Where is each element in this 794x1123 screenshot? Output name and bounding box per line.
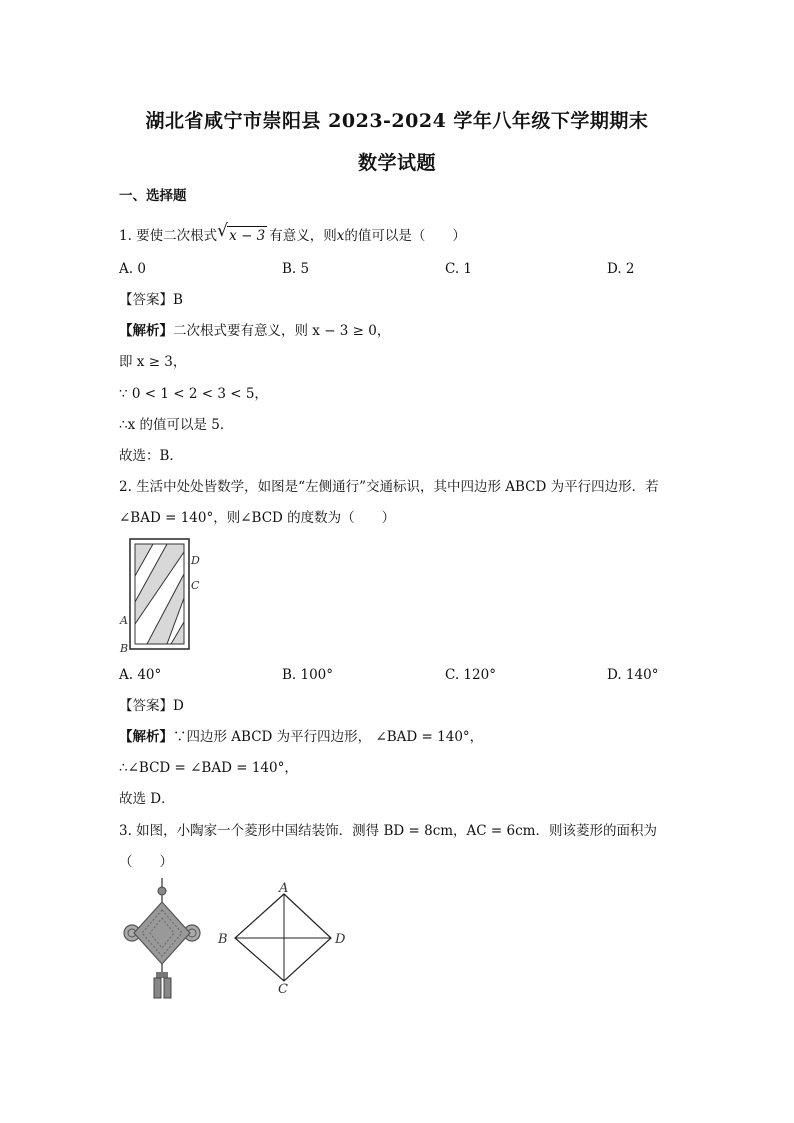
q1-radicand: x − 3 <box>229 228 266 244</box>
q1-analysis-label: 【解析】 <box>119 323 173 339</box>
q2-option-c: C. 120° <box>445 667 496 683</box>
q3-label-c: C <box>278 982 288 995</box>
q1-stem <box>119 221 466 245</box>
q1-text-after: 有意义，则 <box>269 228 337 244</box>
q1-text-end: 的值可以是（ ） <box>344 228 466 244</box>
q2-analysis-line2: ∴∠BCD = ∠BAD = 140°， <box>119 760 298 776</box>
q1-analysis-line1 <box>119 322 390 340</box>
exam-title-line2: 数学试题 <box>357 152 436 174</box>
q3-label-a: A <box>279 881 289 896</box>
q1-analysis-line2: 即 x ≥ 3， <box>119 354 187 370</box>
q2-label-d: D <box>191 554 200 567</box>
q3-stem-line2: （ ） <box>119 854 173 870</box>
exam-title-line1: 湖北省咸宁市崇阳县 2023-2024 学年八年级下学期期末 <box>145 110 649 132</box>
q2-stem-line2: ∠BAD = 140°，则∠BCD 的度数为（ ） <box>119 510 396 526</box>
q1-var: x <box>336 228 345 244</box>
q1-analysis-line5: 故选：B． <box>119 448 183 464</box>
section-heading: 一、选择题 <box>119 188 187 204</box>
q2-analysis-text1: ∵四边形 ABCD 为平行四边形， ∠BAD = 140°， <box>173 729 484 745</box>
traffic-sign-figure <box>115 536 225 658</box>
q1-answer: 【答案】B <box>119 292 183 308</box>
q1-option-d: D. 2 <box>607 261 635 277</box>
q2-option-a: A. 40° <box>119 667 162 683</box>
q1-option-c: C. 1 <box>445 261 473 277</box>
q1-option-b: B. 5 <box>282 261 310 277</box>
q3-stem-line1: 3. 如图，小陶家一个菱形中国结装饰．测得 BD = 8cm，AC = 6cm．则该菱形的面积为 <box>119 823 657 839</box>
q1-text-before: 1. 要使二次根式 <box>119 228 218 244</box>
q2-stem-line1: 2. 生活中处处皆数学，如图是“左侧通行”交通标识，其中四边形 ABCD 为平行四边形．若 <box>119 479 659 495</box>
q3-label-d: D <box>335 932 346 947</box>
q2-analysis-line1 <box>119 728 483 746</box>
q2-label-a: A <box>120 614 128 627</box>
q2-label-b: B <box>120 642 129 655</box>
q2-option-d: D. 140° <box>607 667 659 683</box>
q2-analysis-label: 【解析】 <box>119 729 173 745</box>
q3-label-b: B <box>218 932 228 947</box>
q2-label-c: C <box>191 579 200 592</box>
q1-analysis-line4: ∴x 的值可以是 5． <box>119 417 234 433</box>
rhombus-figure <box>214 881 354 995</box>
q1-option-a: A. 0 <box>119 261 146 277</box>
chinese-knot-image <box>118 878 214 1000</box>
q1-radical: √ x − 3 <box>217 221 266 244</box>
q1-analysis-text1: 二次根式要有意义，则 x − 3 ≥ 0， <box>173 323 391 339</box>
q2-analysis-line3: 故选 D． <box>119 791 175 807</box>
q2-option-b: B. 100° <box>282 667 334 683</box>
q2-answer: 【答案】D <box>119 698 184 714</box>
q1-analysis-line3: ∵ 0 < 1 < 2 < 3 < 5， <box>119 386 268 402</box>
